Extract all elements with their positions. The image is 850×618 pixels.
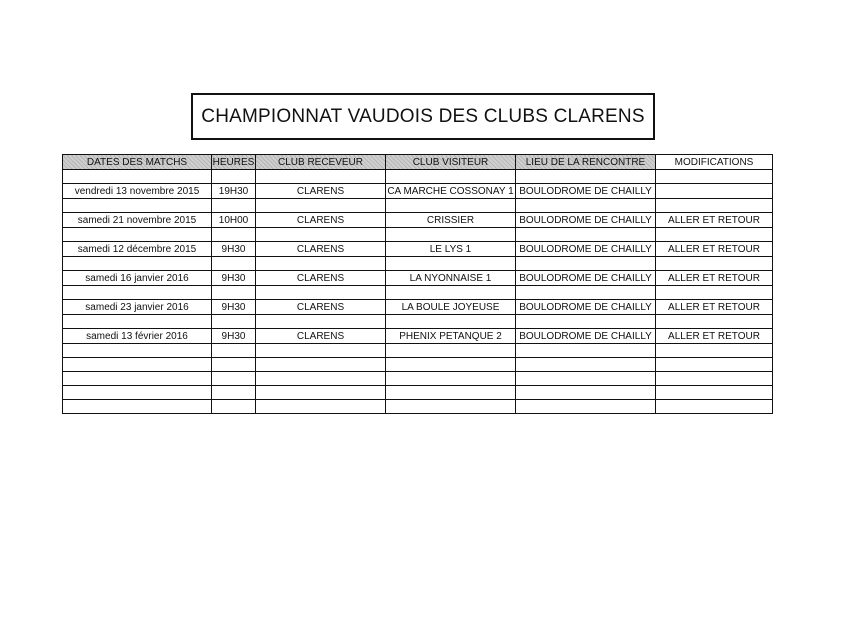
cell-receveur: CLARENS xyxy=(256,242,386,257)
cell-lieu: BOULODROME DE CHAILLY xyxy=(516,213,656,228)
empty-cell xyxy=(212,170,256,184)
table-row xyxy=(63,213,773,228)
col-header-dates: DATES DES MATCHS xyxy=(63,155,212,170)
cell-lieu: BOULODROME DE CHAILLY xyxy=(516,300,656,315)
empty-cell xyxy=(516,358,656,372)
empty-cell xyxy=(386,199,516,213)
empty-cell xyxy=(386,286,516,300)
empty-cell xyxy=(656,286,773,300)
empty-cell xyxy=(386,228,516,242)
cell-heure: 9H30 xyxy=(212,271,256,286)
empty-cell xyxy=(256,344,386,358)
empty-cell xyxy=(212,199,256,213)
empty-cell xyxy=(212,344,256,358)
empty-cell xyxy=(656,257,773,271)
cell-visiteur: LA NYONNAISE 1 xyxy=(386,271,516,286)
empty-cell xyxy=(656,386,773,400)
blank-row xyxy=(63,358,773,372)
empty-cell xyxy=(656,199,773,213)
empty-cell xyxy=(656,315,773,329)
cell-modif: ALLER ET RETOUR xyxy=(656,271,773,286)
col-header-modifications: MODIFICATIONS xyxy=(656,155,773,170)
blank-row xyxy=(63,372,773,386)
table-row xyxy=(63,242,773,257)
empty-cell xyxy=(386,372,516,386)
page-title: CHAMPIONNAT VAUDOIS DES CLUBS CLARENS xyxy=(191,93,655,140)
cell-modif: ALLER ET RETOUR xyxy=(656,329,773,344)
empty-cell xyxy=(212,400,256,414)
match-schedule-table xyxy=(62,154,773,414)
cell-heure: 9H30 xyxy=(212,329,256,344)
empty-cell xyxy=(63,257,212,271)
cell-lieu: BOULODROME DE CHAILLY xyxy=(516,242,656,257)
cell-date: samedi 23 janvier 2016 xyxy=(63,300,212,315)
blank-row xyxy=(63,400,773,414)
empty-cell xyxy=(63,199,212,213)
empty-cell xyxy=(386,170,516,184)
cell-lieu: BOULODROME DE CHAILLY xyxy=(516,329,656,344)
table-row xyxy=(63,329,773,344)
spacer-row xyxy=(63,228,773,242)
empty-cell xyxy=(256,170,386,184)
table-row xyxy=(63,300,773,315)
col-header-lieu: LIEU DE LA RENCONTRE xyxy=(516,155,656,170)
cell-heure: 9H30 xyxy=(212,242,256,257)
spacer-row xyxy=(63,286,773,300)
empty-cell xyxy=(386,358,516,372)
empty-cell xyxy=(212,386,256,400)
cell-heure: 10H00 xyxy=(212,213,256,228)
col-header-heures: HEURES xyxy=(212,156,255,168)
empty-cell xyxy=(256,358,386,372)
table-row xyxy=(63,184,773,199)
empty-cell xyxy=(63,315,212,329)
empty-cell xyxy=(386,400,516,414)
empty-cell xyxy=(63,400,212,414)
empty-cell xyxy=(656,400,773,414)
col-header-club-visiteur: CLUB VISITEUR xyxy=(386,155,516,170)
spacer-row xyxy=(63,199,773,213)
cell-date: samedi 12 décembre 2015 xyxy=(63,242,212,257)
cell-heure: 19H30 xyxy=(212,184,256,199)
empty-cell xyxy=(256,286,386,300)
cell-lieu: BOULODROME DE CHAILLY xyxy=(516,184,656,199)
cell-date: vendredi 13 novembre 2015 xyxy=(63,184,212,199)
cell-modif: ALLER ET RETOUR xyxy=(656,300,773,315)
header-row xyxy=(63,155,773,170)
empty-cell xyxy=(516,257,656,271)
cell-visiteur: CA MARCHE COSSONAY 1 xyxy=(387,185,514,197)
empty-cell xyxy=(656,358,773,372)
empty-cell xyxy=(256,372,386,386)
cell-date: samedi 21 novembre 2015 xyxy=(63,213,212,228)
cell-receveur: CLARENS xyxy=(256,213,386,228)
blank-row xyxy=(63,344,773,358)
empty-cell xyxy=(656,228,773,242)
cell-modif: ALLER ET RETOUR xyxy=(656,213,773,228)
cell-visiteur: LA BOULE JOYEUSE xyxy=(386,300,516,315)
cell-receveur: CLARENS xyxy=(256,300,386,315)
cell-receveur: CLARENS xyxy=(256,271,386,286)
empty-cell xyxy=(386,315,516,329)
spacer-row xyxy=(63,170,773,184)
empty-cell xyxy=(212,286,256,300)
table-row xyxy=(63,271,773,286)
empty-cell xyxy=(212,228,256,242)
empty-cell xyxy=(656,170,773,184)
cell-date: samedi 13 février 2016 xyxy=(63,329,212,344)
empty-cell xyxy=(516,228,656,242)
empty-cell xyxy=(212,315,256,329)
empty-cell xyxy=(656,344,773,358)
empty-cell xyxy=(212,358,256,372)
empty-cell xyxy=(386,344,516,358)
empty-cell xyxy=(516,372,656,386)
empty-cell xyxy=(256,228,386,242)
cell-modif xyxy=(656,184,773,199)
cell-visiteur: PHENIX PETANQUE 2 xyxy=(386,329,516,344)
col-header-club-receveur: CLUB RECEVEUR xyxy=(256,155,386,170)
empty-cell xyxy=(212,372,256,386)
empty-cell xyxy=(212,257,256,271)
empty-cell xyxy=(63,286,212,300)
empty-cell xyxy=(256,386,386,400)
empty-cell xyxy=(63,372,212,386)
cell-receveur: CLARENS xyxy=(256,184,386,199)
empty-cell xyxy=(516,400,656,414)
empty-cell xyxy=(516,170,656,184)
empty-cell xyxy=(386,386,516,400)
empty-cell xyxy=(256,315,386,329)
empty-cell xyxy=(63,170,212,184)
empty-cell xyxy=(516,199,656,213)
empty-cell xyxy=(63,386,212,400)
empty-cell xyxy=(656,372,773,386)
empty-cell xyxy=(256,199,386,213)
empty-cell xyxy=(386,257,516,271)
cell-visiteur: LE LYS 1 xyxy=(386,242,516,257)
empty-cell xyxy=(516,315,656,329)
empty-cell xyxy=(516,344,656,358)
spacer-row xyxy=(63,257,773,271)
spacer-row xyxy=(63,315,773,329)
empty-cell xyxy=(256,400,386,414)
empty-cell xyxy=(63,358,212,372)
empty-cell xyxy=(63,228,212,242)
empty-cell xyxy=(516,386,656,400)
cell-modif: ALLER ET RETOUR xyxy=(656,242,773,257)
cell-heure: 9H30 xyxy=(212,300,256,315)
empty-cell xyxy=(256,257,386,271)
cell-visiteur: CRISSIER xyxy=(386,213,516,228)
empty-cell xyxy=(516,286,656,300)
cell-lieu: BOULODROME DE CHAILLY xyxy=(516,271,656,286)
cell-date: samedi 16 janvier 2016 xyxy=(63,271,212,286)
cell-receveur: CLARENS xyxy=(256,329,386,344)
blank-row xyxy=(63,386,773,400)
empty-cell xyxy=(63,344,212,358)
